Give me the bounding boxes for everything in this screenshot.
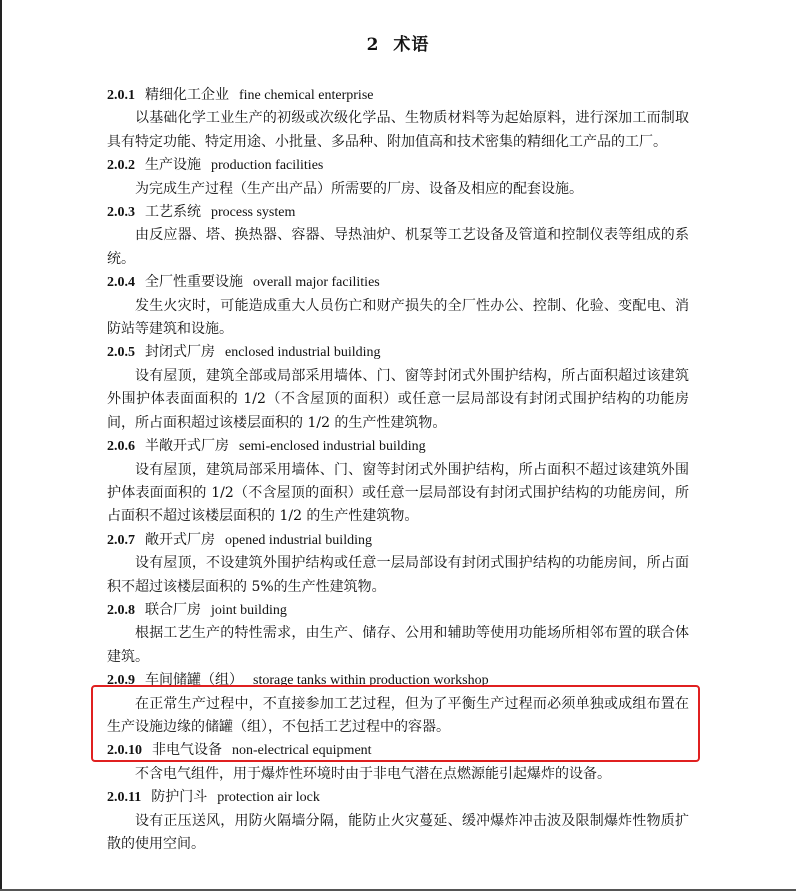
term-chinese-name: 车间储罐（组）: [145, 672, 243, 689]
term-chinese-name: 防护门斗: [151, 789, 208, 806]
term-heading: [107, 529, 689, 552]
term-number: 2.0.4: [107, 275, 135, 291]
term-chinese-name: 半敞开式厂房: [145, 438, 229, 455]
term-number: 2.0.6: [107, 439, 135, 455]
term-2-0-11: [107, 786, 689, 856]
term-2-0-4: [107, 271, 689, 341]
term-2-0-5: [107, 341, 689, 435]
term-chinese-name: 全厂性重要设施: [145, 274, 243, 291]
term-number: 2.0.10: [107, 743, 142, 759]
term-chinese-name: 联合厂房: [145, 601, 201, 618]
term-2-0-6: [107, 435, 689, 529]
term-definition: 由反应器、塔、换热器、容器、导热油炉、机泵等工艺设备及管道和控制仪表等组成的系统。: [107, 227, 689, 267]
term-number: 2.0.3: [107, 205, 135, 221]
term-number: 2.0.1: [107, 88, 135, 103]
section-title: 术语: [393, 35, 430, 55]
term-english-name: opened industrial building: [225, 532, 372, 548]
term-2-0-8: [107, 599, 689, 669]
term-number: 2.0.8: [107, 602, 135, 618]
term-number: 2.0.7: [107, 532, 135, 548]
term-heading: [107, 341, 689, 364]
term-heading: [107, 154, 689, 177]
term-definition: 在正常生产过程中，不直接参加工艺过程，但为了平衡生产过程而必须单独或成组布置在生产设施边缘的储罐（组），不包括工艺过程中的容器。: [107, 695, 689, 735]
term-chinese-name: 敞开式厂房: [145, 531, 215, 548]
term-heading: [107, 84, 689, 107]
term-definition: 以基础化学工业生产的初级或次级化学品、生物质材料等为起始原料，进行深加工而制取具有特定功能、特定用途、小批量、多品种、附加值高和技术密集的精细化工产品的工厂。: [107, 110, 689, 150]
term-definition: 为完成生产过程（生产出产品）所需要的厂房、设备及相应的配套设施。: [135, 180, 583, 197]
term-definition: 设有屋顶，建筑全部或局部采用墙体、门、窗等封闭式外围护结构，所占面积超过该建筑外围护体表面面积的 1/2（不含屋顶的面积）或任意一层局部设有封闭式围护结构的功能房间，所占面积超过该楼层面积的 1/2 的生产性建筑物。: [107, 367, 689, 431]
term-heading: [107, 201, 689, 224]
term-heading: [107, 271, 689, 294]
term-english-name: protection air lock: [217, 790, 320, 806]
term-english-name: process system: [211, 205, 296, 221]
term-definition: 发生火灾时，可能造成重大人员伤亡和财产损失的全厂性办公、控制、化验、变配电、消防站等建筑和设施。: [107, 297, 689, 338]
term-english-name: enclosed industrial building: [225, 345, 381, 361]
term-definition: 不含电气组件，用于爆炸性环境时由于非电气潜在点燃源能引起爆炸的设备。: [135, 765, 611, 782]
term-heading: [107, 599, 689, 622]
term-english-name: storage tanks within production workshop: [253, 673, 489, 689]
term-english-name: semi-enclosed industrial building: [239, 439, 426, 455]
term-chinese-name: 工艺系统: [145, 204, 201, 221]
term-definition: 设有屋顶，不设建筑外围护结构或任意一层局部设有封闭式围护结构的功能房间，所占面积不超过该楼层面积的 5%的生产性建筑物。: [107, 555, 689, 595]
term-chinese-name: 生产设施: [145, 157, 201, 174]
term-chinese-name: 精细化工企业: [145, 87, 229, 103]
term-2-0-9: [107, 669, 689, 739]
term-2-0-2: [107, 154, 689, 201]
term-chinese-name: 封闭式厂房: [145, 344, 215, 361]
term-2-0-7: [107, 529, 689, 599]
term-2-0-10: [107, 739, 689, 786]
term-2-0-3: [107, 201, 689, 271]
term-definition: 设有屋顶，建筑局部采用墙体、门、窗等封闭式外围护结构，所占面积不超过该建筑外围护体表面面积的 1/2（不含屋顶的面积）或任意一层局部设有封闭式围护结构的功能房间，所占面积不超过该楼层面积的 1/2 的生产性建筑物。: [107, 461, 689, 525]
term-english-name: production facilities: [211, 158, 324, 174]
term-english-name: overall major facilities: [253, 275, 380, 291]
term-number: 2.0.5: [107, 345, 135, 361]
term-heading: [107, 739, 689, 762]
term-heading: [107, 669, 689, 692]
term-chinese-name: 非电气设备: [152, 742, 222, 759]
terms-list: [107, 84, 689, 856]
term-definition: 设有正压送风，用防火隔墙分隔，能防止火灾蔓延、缓冲爆炸冲击波及限制爆炸性物质扩散的使用空间。: [107, 812, 689, 852]
term-english-name: non-electrical equipment: [232, 743, 372, 759]
term-definition: 根据工艺生产的特性需求，由生产、储存、公用和辅助等使用功能场所相邻布置的联合体建筑。: [107, 625, 689, 665]
term-number: 2.0.9: [107, 673, 135, 689]
term-number: 2.0.11: [107, 790, 142, 806]
term-heading: [107, 786, 689, 809]
term-english-name: fine chemical enterprise: [239, 88, 374, 103]
term-english-name: joint building: [211, 602, 287, 618]
term-number: 2.0.2: [107, 158, 135, 174]
page-left-border: [0, 0, 2, 891]
term-heading: [107, 435, 689, 458]
term-2-0-1: [107, 84, 689, 154]
section-number: 2: [366, 35, 380, 55]
section-heading: [0, 30, 796, 55]
